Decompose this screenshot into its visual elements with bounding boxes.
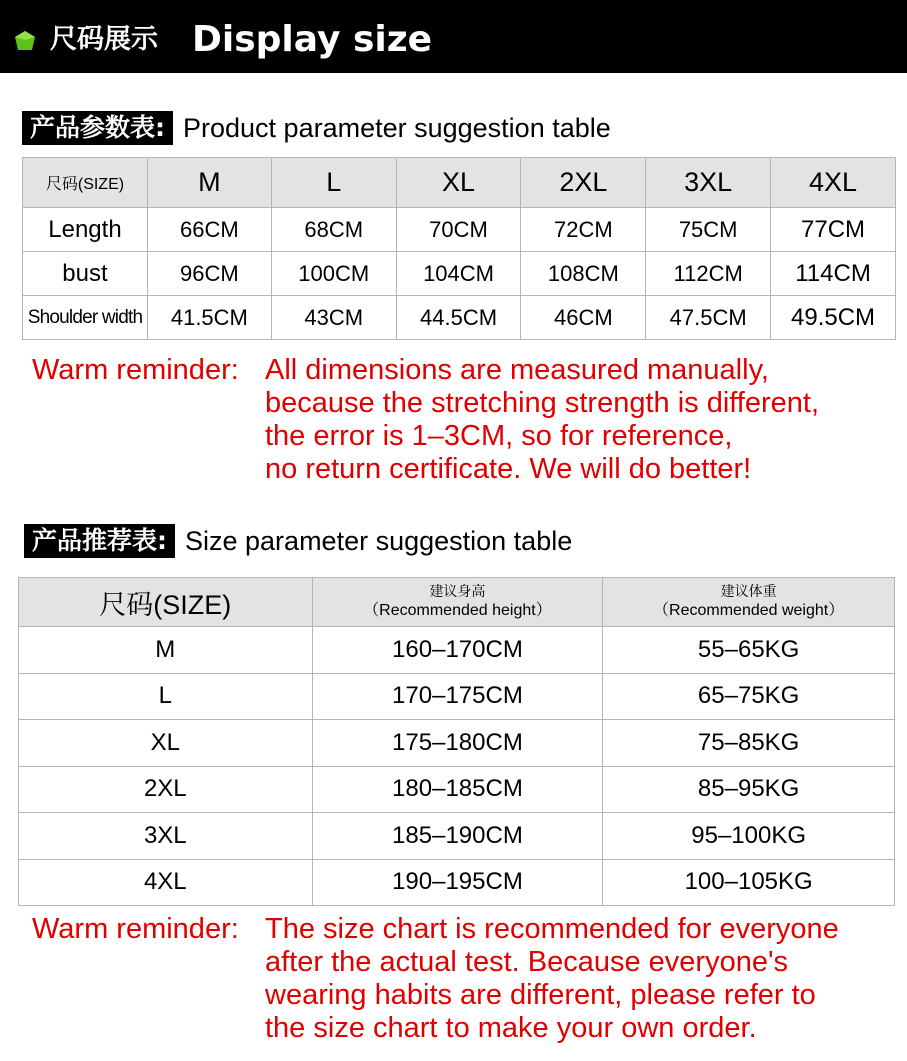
size-recommendation-table <box>18 577 895 906</box>
table-header-cell: 2XL <box>521 158 646 208</box>
table-cell: L <box>19 673 313 720</box>
table-cell: 44.5CM <box>396 296 521 340</box>
table-row <box>19 859 895 906</box>
table-cell: 72CM <box>521 208 646 252</box>
row-label: Shoulder width <box>23 296 148 340</box>
table-cell: 100CM <box>271 252 396 296</box>
reminder-line: wearing habits are different, please refer to <box>265 979 816 1011</box>
table-cell: 75CM <box>646 208 771 252</box>
reminder-line: The size chart is recommended for everyone <box>265 913 839 945</box>
reminder-line: no return certificate. We will do better! <box>265 453 752 485</box>
header-title-en: Display size <box>192 19 433 60</box>
table-header-cell: XL <box>396 158 521 208</box>
warm-reminder-2 <box>32 913 902 1053</box>
table-cell: 96CM <box>147 252 271 296</box>
product-parameter-table <box>22 157 896 340</box>
table-row <box>19 766 895 813</box>
green-gem-icon <box>14 30 36 52</box>
page-header <box>0 0 907 73</box>
section-tag: 产品推荐表: <box>24 524 175 558</box>
table-cell: 41.5CM <box>147 296 271 340</box>
header-cn: 建议体重 <box>720 584 777 600</box>
reminder-line: because the stretching strength is different, <box>265 387 820 419</box>
table-cell: 70CM <box>396 208 521 252</box>
table-cell: 190–195CM <box>312 859 603 906</box>
table-row <box>23 208 896 252</box>
reminder-line: after the actual test. Because everyone's <box>265 946 789 978</box>
table-cell: 47.5CM <box>646 296 771 340</box>
reminder-line: the size chart to make your own order. <box>265 1012 757 1044</box>
table-cell: 185–190CM <box>312 813 603 860</box>
table-header-cell: L <box>271 158 396 208</box>
table-cell: 85–95KG <box>603 766 895 813</box>
table-header-cell <box>603 578 895 627</box>
table-header-cell: 尺码(SIZE) <box>23 158 148 208</box>
table-cell: 108CM <box>521 252 646 296</box>
header-en: （Recommended weight） <box>653 602 845 619</box>
table-cell: 68CM <box>271 208 396 252</box>
table-cell: 95–100KG <box>603 813 895 860</box>
reminder-line: All dimensions are measured manually, <box>265 354 769 386</box>
table-header-cell: 4XL <box>771 158 896 208</box>
table-cell: M <box>19 627 313 674</box>
reminder-label: Warm reminder: <box>32 354 239 386</box>
table-cell: 170–175CM <box>312 673 603 720</box>
table-cell: 49.5CM <box>771 296 896 340</box>
table-cell: 46CM <box>521 296 646 340</box>
reminder-label: Warm reminder: <box>32 913 239 945</box>
warm-reminder-1 <box>32 354 902 494</box>
row-label: Length <box>23 208 148 252</box>
reminder-text <box>265 913 839 1045</box>
table-header-row <box>23 158 896 208</box>
table-header-cell: 尺码(SIZE) <box>19 578 313 627</box>
table-cell: 43CM <box>271 296 396 340</box>
table-header-cell: 3XL <box>646 158 771 208</box>
reminder-text <box>265 354 819 486</box>
table-cell: 4XL <box>19 859 313 906</box>
table-cell: 77CM <box>771 208 896 252</box>
table-cell: 75–85KG <box>603 720 895 767</box>
header-cn: 建议身高 <box>429 584 486 600</box>
table-cell: 66CM <box>147 208 271 252</box>
table-cell: 114CM <box>771 252 896 296</box>
table-cell: XL <box>19 720 313 767</box>
table-cell: 112CM <box>646 252 771 296</box>
section-product-parameter-heading <box>22 111 611 145</box>
header-en: （Recommended height） <box>363 602 552 619</box>
table-cell: 104CM <box>396 252 521 296</box>
table-cell: 100–105KG <box>603 859 895 906</box>
table-cell: 65–75KG <box>603 673 895 720</box>
reminder-line: the error is 1–3CM, so for reference, <box>265 420 733 452</box>
table-header-row <box>19 578 895 627</box>
table-header-cell <box>312 578 603 627</box>
table-cell: 160–170CM <box>312 627 603 674</box>
table-row <box>23 252 896 296</box>
table-cell: 3XL <box>19 813 313 860</box>
table-row <box>19 720 895 767</box>
table-header-cell: M <box>147 158 271 208</box>
table-row <box>19 627 895 674</box>
table-cell: 175–180CM <box>312 720 603 767</box>
section-size-recommendation-heading <box>24 524 572 558</box>
section-tag: 产品参数表: <box>22 111 173 145</box>
table-cell: 55–65KG <box>603 627 895 674</box>
section-subtitle: Product parameter suggestion table <box>183 112 611 143</box>
table-cell: 2XL <box>19 766 313 813</box>
table-row <box>19 673 895 720</box>
row-label: bust <box>23 252 148 296</box>
table-row <box>23 296 896 340</box>
header-title-cn: 尺码展示 <box>50 24 158 55</box>
section-subtitle: Size parameter suggestion table <box>185 525 573 556</box>
table-cell: 180–185CM <box>312 766 603 813</box>
table-row <box>19 813 895 860</box>
